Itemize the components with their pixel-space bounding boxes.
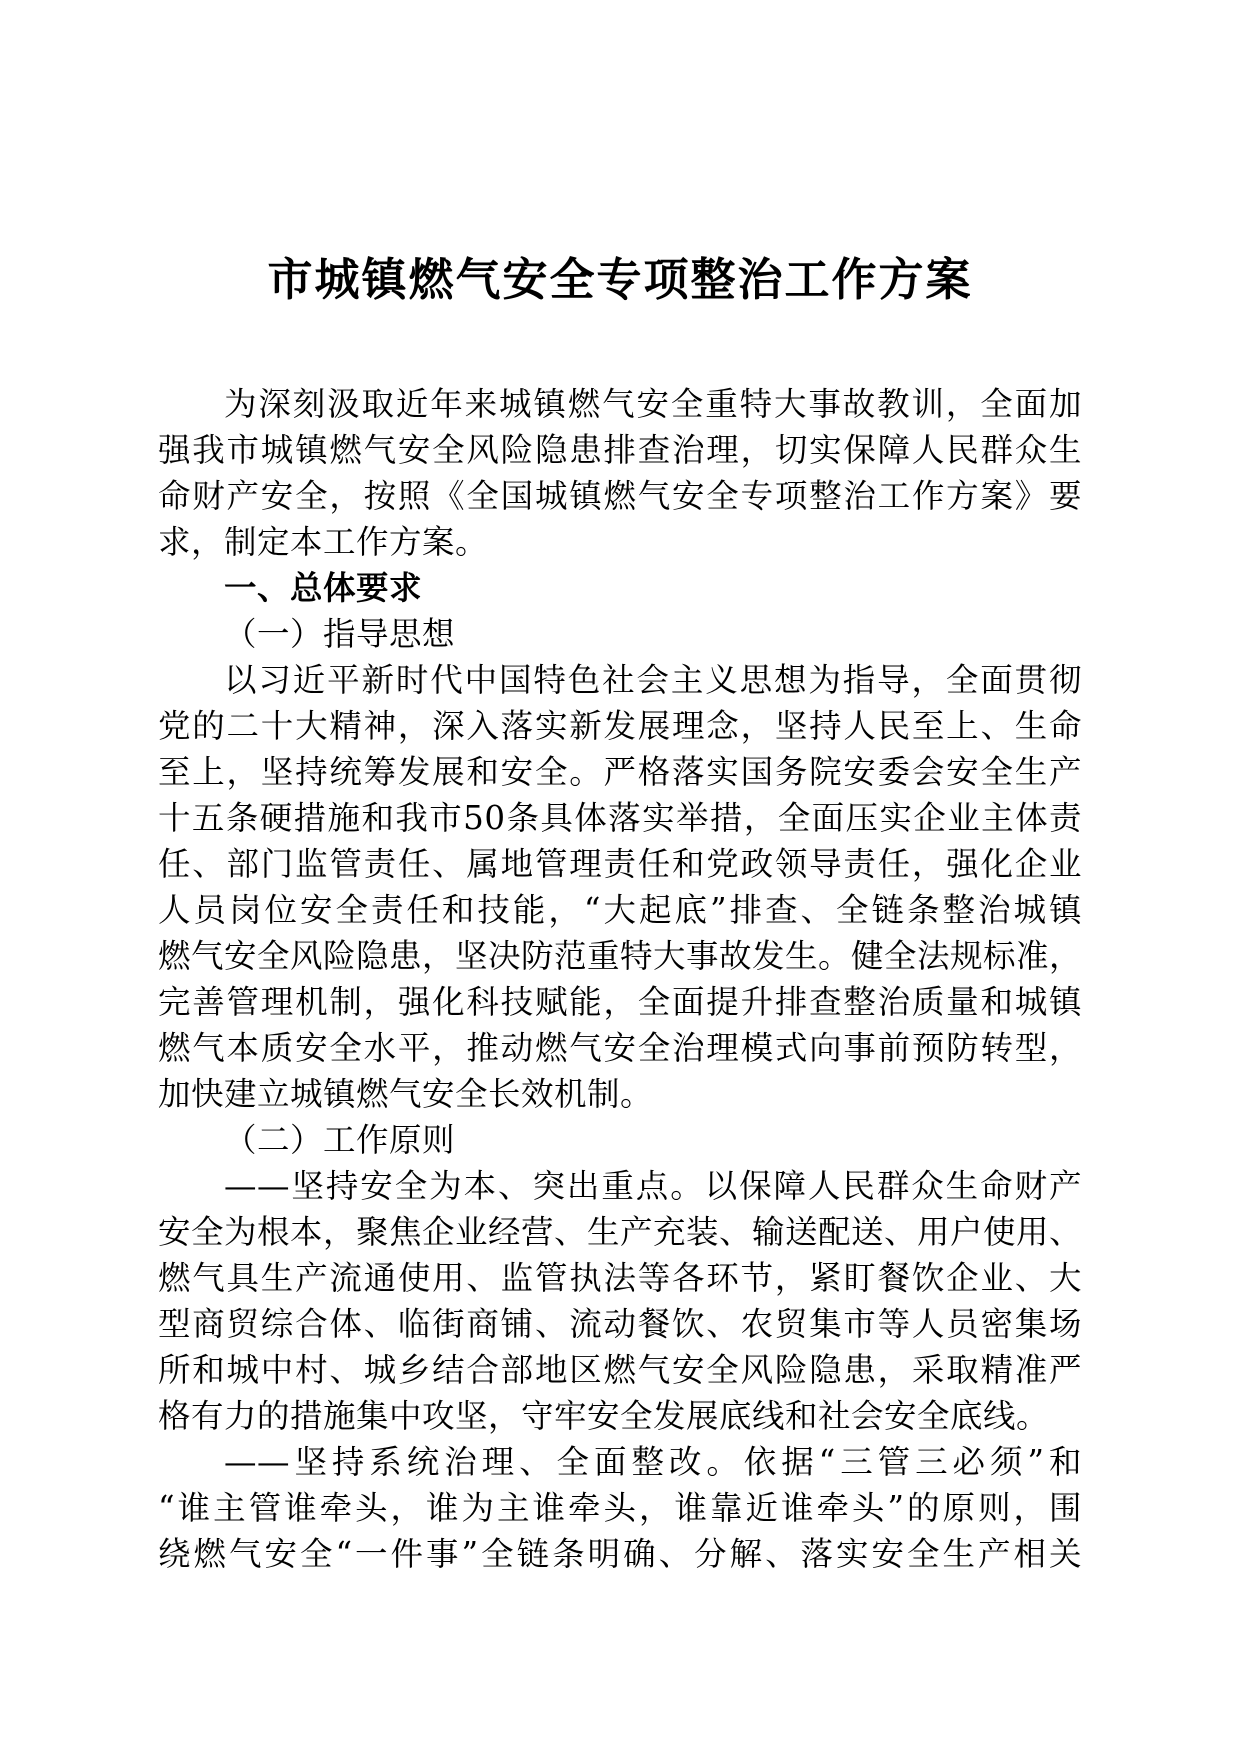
paragraph-line: 绕燃气安全“一件事”全链条明确、分解、落实安全生产相关 <box>158 1535 1082 1573</box>
paragraph-line: “谁主管谁牵头，谁为主谁牵头，谁靠近谁牵头”的原则，围 <box>158 1489 1082 1527</box>
document-body <box>158 381 1082 1577</box>
paragraph-line: 强我市城镇燃气安全风险隐患排查治理，切实保障人民群众生 <box>158 431 1082 469</box>
section-heading: 一、总体要求 <box>224 568 423 607</box>
paragraph-line: 任、部门监管责任、属地管理责任和党政领导责任，强化企业 <box>158 845 1082 883</box>
document-title: 市城镇燃气安全专项整治工作方案 <box>267 253 973 306</box>
paragraph-line: 为深刻汲取近年来城镇燃气安全重特大事故教训，全面加 <box>224 385 1082 423</box>
paragraph-line: 燃气本质安全水平，推动燃气安全治理模式向事前预防转型， <box>158 1029 1082 1067</box>
paragraph-line: ——坚持安全为本、突出重点。以保障人民群众生命财产 <box>224 1167 1082 1205</box>
paragraph-line: 党的二十大精神，深入落实新发展理念，坚持人民至上、生命 <box>158 707 1082 745</box>
paragraph-line: 所和城中村、城乡结合部地区燃气安全风险隐患，采取精准严 <box>158 1351 1082 1389</box>
paragraph-line: 安全为根本，聚焦企业经营、生产充装、输送配送、用户使用、 <box>158 1213 1083 1251</box>
paragraph-line: 求，制定本工作方案。 <box>158 523 489 561</box>
paragraph-line: ——坚持系统治理、全面整改。依据“三管三必须”和 <box>224 1443 1082 1481</box>
paragraph-line: 命财产安全，按照《全国城镇燃气安全专项整治工作方案》要 <box>158 477 1082 515</box>
paragraph-line: 加快建立城镇燃气安全长效机制。 <box>158 1075 654 1113</box>
paragraph-line: 型商贸综合体、临街商铺、流动餐饮、农贸集市等人员密集场 <box>158 1305 1082 1343</box>
paragraph-line: 以习近平新时代中国特色社会主义思想为指导，全面贯彻 <box>224 661 1082 699</box>
subsection-heading: （一）指导思想 <box>224 615 456 653</box>
paragraph-line: 格有力的措施集中攻坚，守牢安全发展底线和社会安全底线。 <box>158 1397 1050 1435</box>
paragraph-line: 至上，坚持统筹发展和安全。严格落实国务院安委会安全生产 <box>158 753 1082 791</box>
paragraph-line: 完善管理机制，强化科技赋能，全面提升排查整治质量和城镇 <box>158 983 1082 1021</box>
paragraph-line: 十五条硬措施和我市50条具体落实举措，全面压实企业主体责 <box>158 799 1082 837</box>
paragraph-line: 燃气安全风险隐患，坚决防范重特大事故发生。健全法规标准， <box>158 937 1083 975</box>
paragraph-line: 人员岗位安全责任和技能，“大起底”排查、全链条整治城镇 <box>158 891 1082 929</box>
subsection-heading: （二）工作原则 <box>224 1121 456 1159</box>
paragraph-line: 燃气具生产流通使用、监管执法等各环节，紧盯餐饮企业、大 <box>158 1259 1082 1297</box>
